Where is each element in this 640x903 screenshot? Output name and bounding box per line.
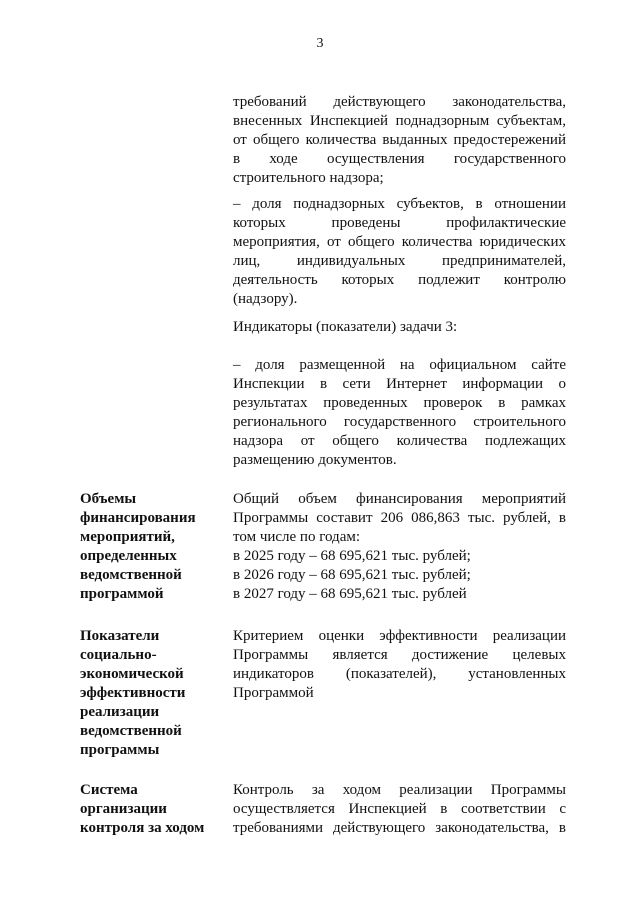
text-line: лиц, индивидуальных предпринимателей, — [233, 253, 566, 269]
text-line: результатах проведенных проверок в рамках — [233, 395, 566, 411]
page-number: 3 — [316, 36, 324, 51]
text-line: Индикаторы (показатели) задачи 3: — [233, 319, 458, 335]
text-line: осуществляется Инспекцией в соответствии с — [233, 801, 566, 817]
text-line: внесенных Инспекцией поднадзорным субъектам, — [233, 113, 566, 129]
label-line: Показатели — [80, 628, 160, 644]
text-line: строительного надзора; — [233, 170, 384, 186]
text-line: деятельность которых подлежит контролю — [233, 272, 566, 288]
text-line: – доля размещенной на официальном сайте — [233, 357, 566, 373]
paragraph-task3-heading — [233, 318, 566, 337]
text-line: в 2027 году – 68 695,621 тыс. рублей — [233, 586, 467, 602]
label-line: определенных — [80, 548, 177, 564]
label-line: социально- — [80, 647, 157, 663]
label-line: контроля за ходом — [80, 820, 205, 836]
label-line: экономической — [80, 666, 184, 682]
text-line: Контроль за ходом реализации Программы — [233, 782, 566, 798]
section-text-funding — [233, 490, 566, 604]
text-line: индикаторов (показателей), установленных — [233, 666, 566, 682]
section-text-control — [233, 781, 566, 838]
section-label-indicators — [80, 627, 220, 760]
section-label-funding — [80, 490, 220, 604]
label-line: финансирования — [80, 510, 196, 526]
text-line: Программы составит 206 086,863 тыс. рублей, в — [233, 510, 566, 526]
text-line: том числе по годам: — [233, 529, 361, 545]
label-line: организации — [80, 801, 167, 817]
paragraph-requirements — [233, 93, 566, 188]
section-text-indicators — [233, 627, 566, 703]
text-line: Программы является достижение целевых — [233, 647, 566, 663]
text-line: Общий объем финансирования мероприятий — [233, 491, 566, 507]
text-line: надзора от общего количества подлежащих — [233, 433, 566, 449]
text-line: размещению документов. — [233, 452, 397, 468]
text-line: Программой — [233, 685, 314, 701]
text-line: (надзору). — [233, 291, 298, 307]
label-line: Объемы — [80, 491, 137, 507]
text-line: требований действующего законодательства, — [233, 94, 566, 110]
label-line: ведомственной — [80, 567, 182, 583]
text-line: Критерием оценки эффективности реализации — [233, 628, 566, 644]
section-label-control — [80, 781, 220, 838]
paragraph-share-subjects — [233, 195, 566, 309]
label-line: ведомственной — [80, 723, 182, 739]
text-line: регионального государственного строительного — [233, 414, 566, 430]
label-line: программой — [80, 586, 164, 602]
label-line: Система — [80, 782, 138, 798]
text-line: от общего количества выданных предостережений — [233, 132, 566, 148]
text-line: мероприятия, от общего количества юридических — [233, 234, 566, 250]
label-line: мероприятий, — [80, 529, 175, 545]
label-line: реализации — [80, 704, 160, 720]
text-line: в 2025 году – 68 695,621 тыс. рублей; — [233, 548, 471, 564]
text-line: в ходе осуществления государственного — [233, 151, 566, 167]
text-line: требованиями действующего законодательства, в — [233, 820, 566, 836]
label-line: программы — [80, 742, 160, 758]
label-line: эффективности — [80, 685, 186, 701]
text-line: – доля поднадзорных субъектов, в отношении — [233, 196, 566, 212]
text-line: в 2026 году – 68 695,621 тыс. рублей; — [233, 567, 471, 583]
text-line: которых проведены профилактические — [233, 215, 566, 231]
text-line: Инспекции в сети Интернет информации о — [233, 376, 566, 392]
paragraph-share-published — [233, 356, 566, 470]
